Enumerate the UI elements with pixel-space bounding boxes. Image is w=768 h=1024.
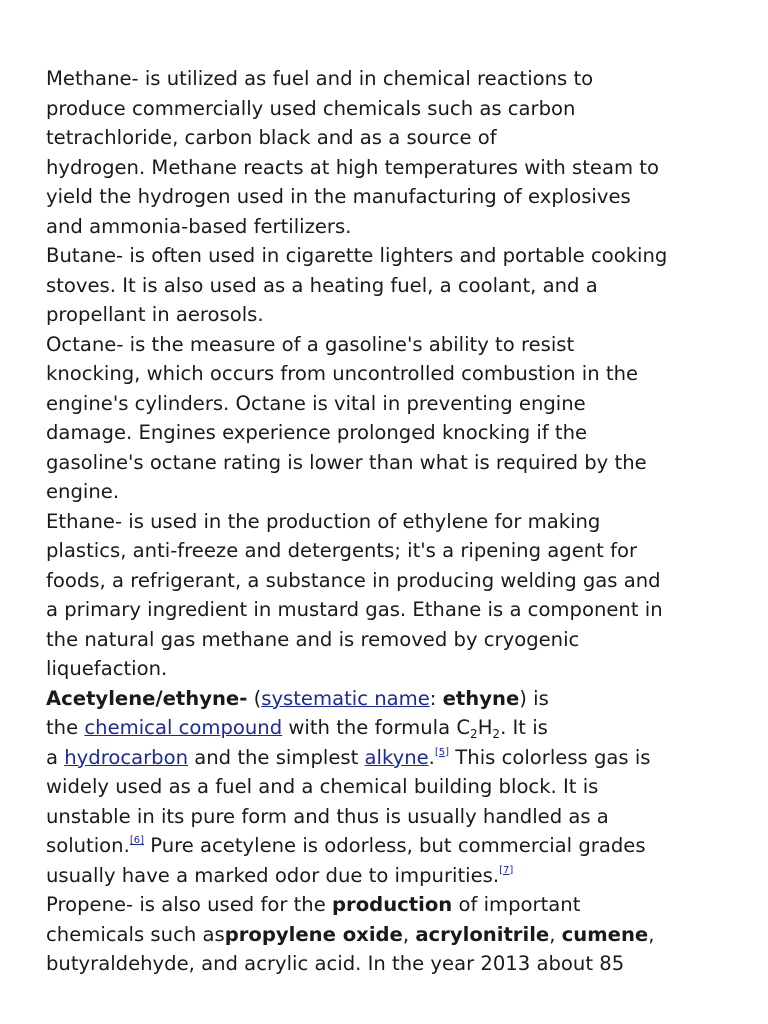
text-fragment: , xyxy=(648,922,655,946)
text-line: Methane- is utilized as fuel and in chemical reactions to xyxy=(46,67,594,90)
alkyne-link[interactable]: alkyne xyxy=(364,745,429,769)
ethane-paragraph xyxy=(46,507,736,684)
text-fragment: Pure acetylene is odorless, but commercial grades xyxy=(144,834,646,857)
acetylene-term: Acetylene/ethyne- xyxy=(46,686,248,710)
systematic-name-link[interactable]: systematic name xyxy=(261,686,430,710)
acrylonitrile-term: acrylonitrile xyxy=(415,922,550,946)
text-line: Butane- is often used in cigarette lighters and portable cooking xyxy=(46,244,668,267)
text-fragment: with the formula C xyxy=(282,716,471,739)
text-fragment: and the simplest xyxy=(188,745,365,769)
acetylene-paragraph xyxy=(46,684,736,891)
text-line: gasoline's octane rating is lower than what is required by the xyxy=(46,450,647,474)
text-fragment: , xyxy=(402,922,416,946)
reference-6-link[interactable]: [6] xyxy=(129,835,144,846)
text-line xyxy=(46,831,736,861)
text-line xyxy=(46,861,736,891)
text-line: the natural gas methane and is removed by cryogenic xyxy=(46,627,580,651)
reference-7-link[interactable]: [7] xyxy=(499,864,514,876)
text-line: unstable in its pure form and thus is usually handled as a xyxy=(46,804,609,828)
reference-5-link[interactable]: [5] xyxy=(434,746,450,758)
octane-paragraph xyxy=(46,330,736,507)
text-fragment: a xyxy=(46,745,65,769)
methane-paragraph xyxy=(46,64,736,241)
text-fragment: , xyxy=(549,922,562,946)
production-term: production xyxy=(332,893,453,916)
text-line: knocking, which occurs from uncontrolled combustion in the xyxy=(46,362,639,385)
text-fragment: . xyxy=(428,745,435,769)
text-fragment: usually have a marked odor due to impurities. xyxy=(46,863,500,887)
formula-subscript: 2 xyxy=(492,727,501,741)
text-fragment: . It is xyxy=(500,716,548,739)
reference-6 xyxy=(130,835,144,846)
text-line: tetrachloride, carbon black and as a source of xyxy=(46,126,497,149)
text-fragment: : xyxy=(429,686,443,710)
text-line: hydrogen. Methane reacts at high temperatures with steam to xyxy=(46,155,659,179)
text-line: widely used as a fuel and a chemical building block. It is xyxy=(46,775,599,798)
text-line xyxy=(46,684,736,714)
text-line xyxy=(46,920,736,950)
text-fragment: the xyxy=(46,716,85,739)
text-fragment: solution. xyxy=(46,834,130,857)
text-fragment: This colorless gas is xyxy=(449,745,651,769)
text-line: Ethane- is used in the production of ethylene for making xyxy=(46,509,601,533)
propylene-oxide-term: propylene oxide xyxy=(224,922,403,946)
text-line: damage. Engines experience prolonged knocking if the xyxy=(46,421,588,444)
text-line: a primary ingredient in mustard gas. Ethane is a component in xyxy=(46,598,663,621)
hydrocarbon-link[interactable]: hydrocarbon xyxy=(64,745,188,769)
text-line: stoves. It is also used as a heating fuel, a coolant, and a xyxy=(46,273,598,297)
text-fragment: Propene- is also used for the xyxy=(46,893,333,916)
document-page xyxy=(46,64,736,979)
text-line: liquefaction. xyxy=(46,657,168,680)
text-fragment: ( xyxy=(247,686,262,710)
text-line xyxy=(46,743,736,773)
text-line: Octane- is the measure of a gasoline's ability to resist xyxy=(46,332,575,356)
text-fragment: ) is xyxy=(519,686,549,710)
reference-7 xyxy=(499,865,513,876)
text-line: plastics, anti-freeze and detergents; it's a ripening agent for xyxy=(46,539,638,562)
text-line: engine's cylinders. Octane is vital in preventing engine xyxy=(46,391,586,415)
text-line: and ammonia-based fertilizers. xyxy=(46,214,352,238)
chemical-compound-link[interactable]: chemical compound xyxy=(84,716,283,739)
formula-subscript: 2 xyxy=(470,727,478,741)
text-line: propellant in aerosols. xyxy=(46,303,264,326)
propene-paragraph xyxy=(46,890,736,979)
text-fragment: H xyxy=(477,716,493,739)
text-line: engine. xyxy=(46,480,120,503)
text-line: butyraldehyde, and acrylic acid. In the year 2013 about 85 xyxy=(46,952,625,975)
text-line xyxy=(46,713,736,743)
text-line: yield the hydrogen used in the manufacturing of explosives xyxy=(46,185,631,208)
reference-5 xyxy=(435,747,449,758)
text-fragment: chemicals such as xyxy=(46,922,225,946)
text-fragment: of important xyxy=(452,893,581,916)
text-line: foods, a refrigerant, a substance in producing welding gas and xyxy=(46,568,661,592)
text-line xyxy=(46,890,736,920)
butane-paragraph xyxy=(46,241,736,330)
ethyne-term: ethyne xyxy=(442,686,520,710)
cumene-term: cumene xyxy=(561,922,649,946)
text-line: produce commercially used chemicals such as carbon xyxy=(46,96,576,120)
